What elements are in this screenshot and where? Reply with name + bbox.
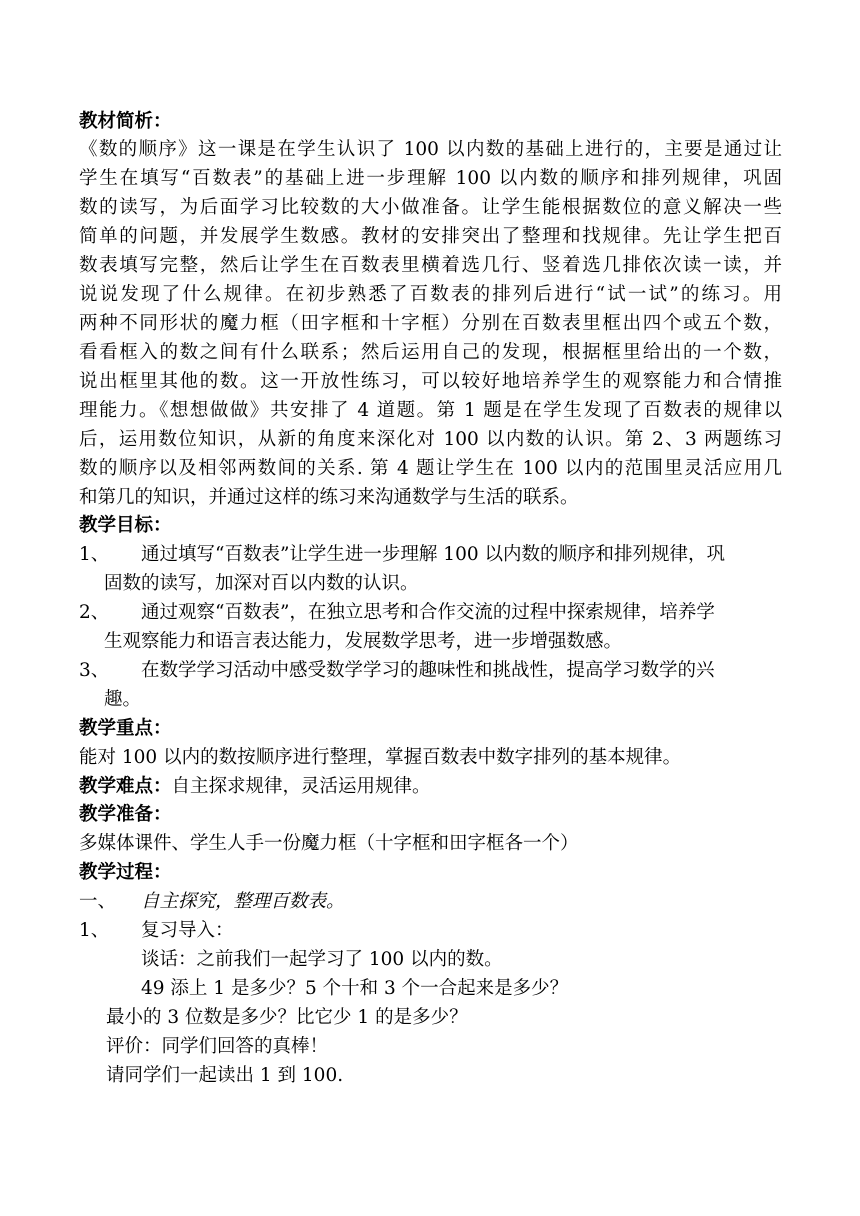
step1-number: 1、 (79, 920, 110, 941)
analysis-line: 数的读写，为后面学习比较数的大小做准备。让学生能根据数位的意义解决一些 (79, 197, 782, 218)
analysis-line: 简单的问题，并发展学生数感。教材的安排突出了整理和找规律。先让学生把百 (79, 226, 782, 247)
prep-text: 多媒体课件、学生人手一份魔力框（十字框和田字框各一个） (79, 833, 579, 854)
goal-item (79, 600, 715, 626)
goal-text: 在数学学习活动中感受数学学习的趣味性和挑战性，提高学习数学的兴 (141, 660, 715, 681)
goal-text-continued: 生观察能力和语言表达能力，发展数学思考，进一步增强数感。 (104, 631, 623, 652)
goal-number: 3、 (79, 660, 110, 681)
goal-item (79, 542, 725, 568)
step1-detail: 请同学们一起读出 1 到 100. (106, 1065, 344, 1086)
step1-detail: 评价：同学们回答的真棒！ (106, 1036, 329, 1057)
goal-text: 通过填写“百数表”让学生进一步理解 100 以内数的顺序和排列规律，巩 (141, 544, 725, 565)
analysis-line: 《数的顺序》这一课是在学生认识了 100 以内数的基础上进行的，主要是通过让 (79, 139, 782, 160)
goals-heading: 教学目标： (79, 515, 172, 536)
analysis-line: 理能力。《想想做做》共安排了 4 道题。第 1 题是在学生发现了百数表的规律以 (79, 400, 782, 421)
key-heading: 教学重点： (79, 718, 172, 739)
goal-item (79, 658, 715, 684)
part1-number: 一、 (79, 891, 117, 912)
analysis-line: 学生在填写“百数表”的基础上进一步理解 100 以内数的顺序和排列规律，巩固 (79, 168, 782, 189)
analysis-line: 数表填写完整，然后让学生在百数表里横着选几行、竖着选几排依次读一读，并 (79, 255, 782, 276)
step1-detail: 最小的 3 位数是多少？比它少 1 的是多少？ (106, 1007, 468, 1028)
key-text: 能对 100 以内的数按顺序进行整理，掌握百数表中数字排列的基本规律。 (79, 747, 682, 768)
goal-text-continued: 固数的读写，加深对百以内数的认识。 (104, 573, 419, 594)
difficulty-line (79, 774, 431, 800)
difficulty-text: 自主探求规律，灵活运用规律。 (171, 776, 431, 797)
analysis-line: 和第几的知识，并通过这样的练习来沟通数学与生活的联系。 (79, 487, 579, 508)
analysis-line: 后，运用数位知识，从新的角度来深化对 100 以内数的认识。第 2、3 两题练习 (79, 429, 782, 450)
analysis-line: 两种不同形状的魔力框（田字框和十字框）分别在百数表里框出四个或五个数， (79, 313, 782, 334)
analysis-line: 看看框入的数之间有什么联系；然后运用自己的发现，根据框里给出的一个数， (79, 342, 782, 363)
step1-detail: 谈话：之前我们一起学习了 100 以内的数。 (141, 949, 503, 970)
analysis-heading: 教材简析： (79, 111, 172, 132)
goal-number: 1、 (79, 544, 110, 565)
step1-line (79, 918, 234, 944)
part1-line (79, 889, 345, 915)
analysis-line: 数的顺序以及相邻两数间的关系. 第 4 题让学生在 100 以内的范围里灵活应用几 (79, 458, 782, 479)
process-heading: 教学过程： (79, 862, 172, 883)
goal-number: 2、 (79, 602, 110, 623)
prep-heading: 教学准备： (79, 804, 172, 825)
analysis-line: 说出框里其他的数。这一开放性练习，可以较好地培养学生的观察能力和合情推 (79, 371, 782, 392)
goal-text-continued: 趣。 (104, 689, 142, 710)
analysis-line: 说说发现了什么规律。在初步熟悉了百数表的排列后进行“试一试”的练习。用 (79, 284, 782, 305)
step1-detail: 49 添上 1 是多少？5 个十和 3 个一合起来是多少？ (141, 978, 569, 999)
part1-title: 自主探究，整理百数表。 (141, 891, 345, 912)
step1-title: 复习导入： (141, 920, 234, 941)
difficulty-heading: 教学难点： (79, 776, 172, 797)
goal-text: 通过观察“百数表”，在独立思考和合作交流的过程中探索规律，培养学 (141, 602, 715, 623)
